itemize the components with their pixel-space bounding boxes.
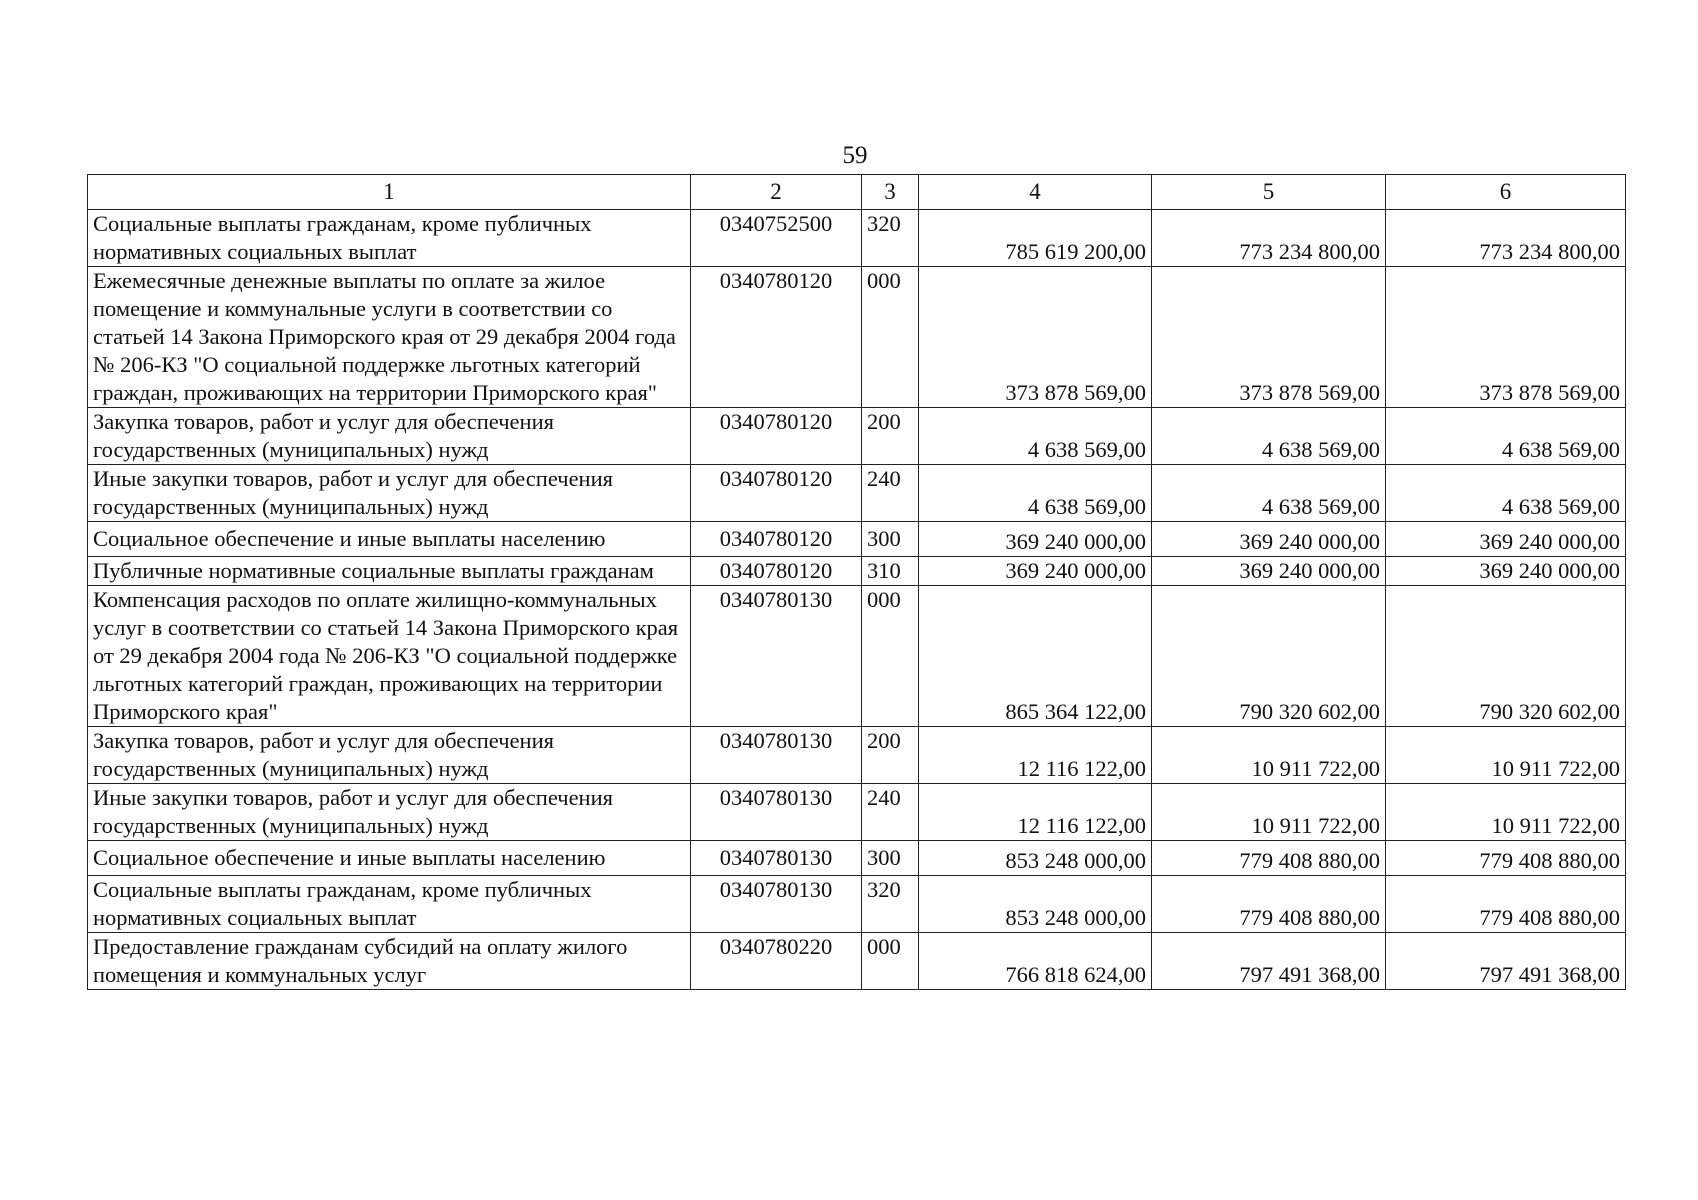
table-row [88,586,1626,727]
row-name: Социальные выплаты гражданам, кроме публичных нормативных социальных выплат [88,210,691,267]
table-row [88,841,1626,876]
row-code: 0340780130 [691,841,862,876]
row-value-1: 373 878 569,00 [919,267,1152,408]
column-header: 2 [691,175,862,210]
row-value-2: 773 234 800,00 [1152,210,1386,267]
row-value-3: 779 408 880,00 [1386,841,1626,876]
row-name: Социальные выплаты гражданам, кроме публичных нормативных социальных выплат [88,876,691,933]
row-value-2: 779 408 880,00 [1152,841,1386,876]
row-value-3: 10 911 722,00 [1386,784,1626,841]
row-value-3: 790 320 602,00 [1386,586,1626,727]
row-value-1: 12 116 122,00 [919,784,1152,841]
row-value-2: 10 911 722,00 [1152,784,1386,841]
row-value-1: 785 619 200,00 [919,210,1152,267]
row-code: 0340752500 [691,210,862,267]
row-value-2: 10 911 722,00 [1152,727,1386,784]
row-value-2: 797 491 368,00 [1152,933,1386,990]
row-code: 0340780130 [691,784,862,841]
table-row [88,210,1626,267]
row-value-2: 4 638 569,00 [1152,408,1386,465]
table-row [88,784,1626,841]
column-header: 6 [1386,175,1626,210]
row-type: 240 [862,784,919,841]
row-code: 0340780120 [691,408,862,465]
row-code: 0340780120 [691,557,862,586]
row-type: 200 [862,727,919,784]
row-code: 0340780120 [691,465,862,522]
row-value-3: 373 878 569,00 [1386,267,1626,408]
row-code: 0340780130 [691,876,862,933]
table-row [88,522,1626,557]
row-type: 300 [862,841,919,876]
row-name: Ежемесячные денежные выплаты по оплате за жилое помещение и коммунальные услуги в соответствии со статьей 14 Закона Приморского края от 29 декабря 2004 года № 206-КЗ "О социальной поддержке льготных категорий граждан, проживающих на территории Приморского края" [88,267,691,408]
row-value-3: 4 638 569,00 [1386,408,1626,465]
column-header: 4 [919,175,1152,210]
header-row [88,175,1626,210]
row-value-1: 4 638 569,00 [919,465,1152,522]
row-value-2: 369 240 000,00 [1152,557,1386,586]
row-value-1: 853 248 000,00 [919,876,1152,933]
table-row [88,876,1626,933]
row-type: 000 [862,267,919,408]
row-value-2: 373 878 569,00 [1152,267,1386,408]
row-value-2: 790 320 602,00 [1152,586,1386,727]
row-value-3: 773 234 800,00 [1386,210,1626,267]
row-value-3: 10 911 722,00 [1386,727,1626,784]
row-code: 0340780130 [691,586,862,727]
row-name: Закупка товаров, работ и услуг для обеспечения государственных (муниципальных) нужд [88,727,691,784]
row-value-3: 369 240 000,00 [1386,522,1626,557]
row-type: 000 [862,586,919,727]
table-row [88,557,1626,586]
row-type: 310 [862,557,919,586]
row-code: 0340780120 [691,267,862,408]
row-type: 240 [862,465,919,522]
row-value-3: 369 240 000,00 [1386,557,1626,586]
row-type: 300 [862,522,919,557]
row-name: Закупка товаров, работ и услуг для обеспечения государственных (муниципальных) нужд [88,408,691,465]
row-name: Социальное обеспечение и иные выплаты населению [88,522,691,557]
row-value-2: 4 638 569,00 [1152,465,1386,522]
table-row [88,465,1626,522]
row-name: Социальное обеспечение и иные выплаты населению [88,841,691,876]
column-header: 5 [1152,175,1386,210]
row-type: 000 [862,933,919,990]
row-value-1: 865 364 122,00 [919,586,1152,727]
column-header: 1 [88,175,691,210]
row-value-1: 369 240 000,00 [919,522,1152,557]
table-row [88,933,1626,990]
row-value-1: 369 240 000,00 [919,557,1152,586]
row-name: Публичные нормативные социальные выплаты гражданам [88,557,691,586]
row-value-3: 779 408 880,00 [1386,876,1626,933]
budget-table [87,174,1626,990]
row-name: Компенсация расходов по оплате жилищно-коммунальных услуг в соответствии со статьей 14 Закона Приморского края от 29 декабря 2004 года № 206-КЗ "О социальной поддержке льготных категорий граждан, проживающих на территории Приморского края" [88,586,691,727]
row-value-3: 797 491 368,00 [1386,933,1626,990]
row-value-1: 4 638 569,00 [919,408,1152,465]
row-value-2: 369 240 000,00 [1152,522,1386,557]
row-value-1: 853 248 000,00 [919,841,1152,876]
row-code: 0340780130 [691,727,862,784]
row-value-1: 12 116 122,00 [919,727,1152,784]
row-name: Иные закупки товаров, работ и услуг для обеспечения государственных (муниципальных) нужд [88,465,691,522]
row-value-1: 766 818 624,00 [919,933,1152,990]
row-value-3: 4 638 569,00 [1386,465,1626,522]
row-code: 0340780120 [691,522,862,557]
page-number: 59 [842,142,868,169]
column-header: 3 [862,175,919,210]
row-type: 320 [862,876,919,933]
row-name: Иные закупки товаров, работ и услуг для обеспечения государственных (муниципальных) нужд [88,784,691,841]
table-row [88,267,1626,408]
row-type: 320 [862,210,919,267]
table-row [88,408,1626,465]
row-name: Предоставление гражданам субсидий на оплату жилого помещения и коммунальных услуг [88,933,691,990]
row-value-2: 779 408 880,00 [1152,876,1386,933]
row-code: 0340780220 [691,933,862,990]
table-row [88,727,1626,784]
row-type: 200 [862,408,919,465]
